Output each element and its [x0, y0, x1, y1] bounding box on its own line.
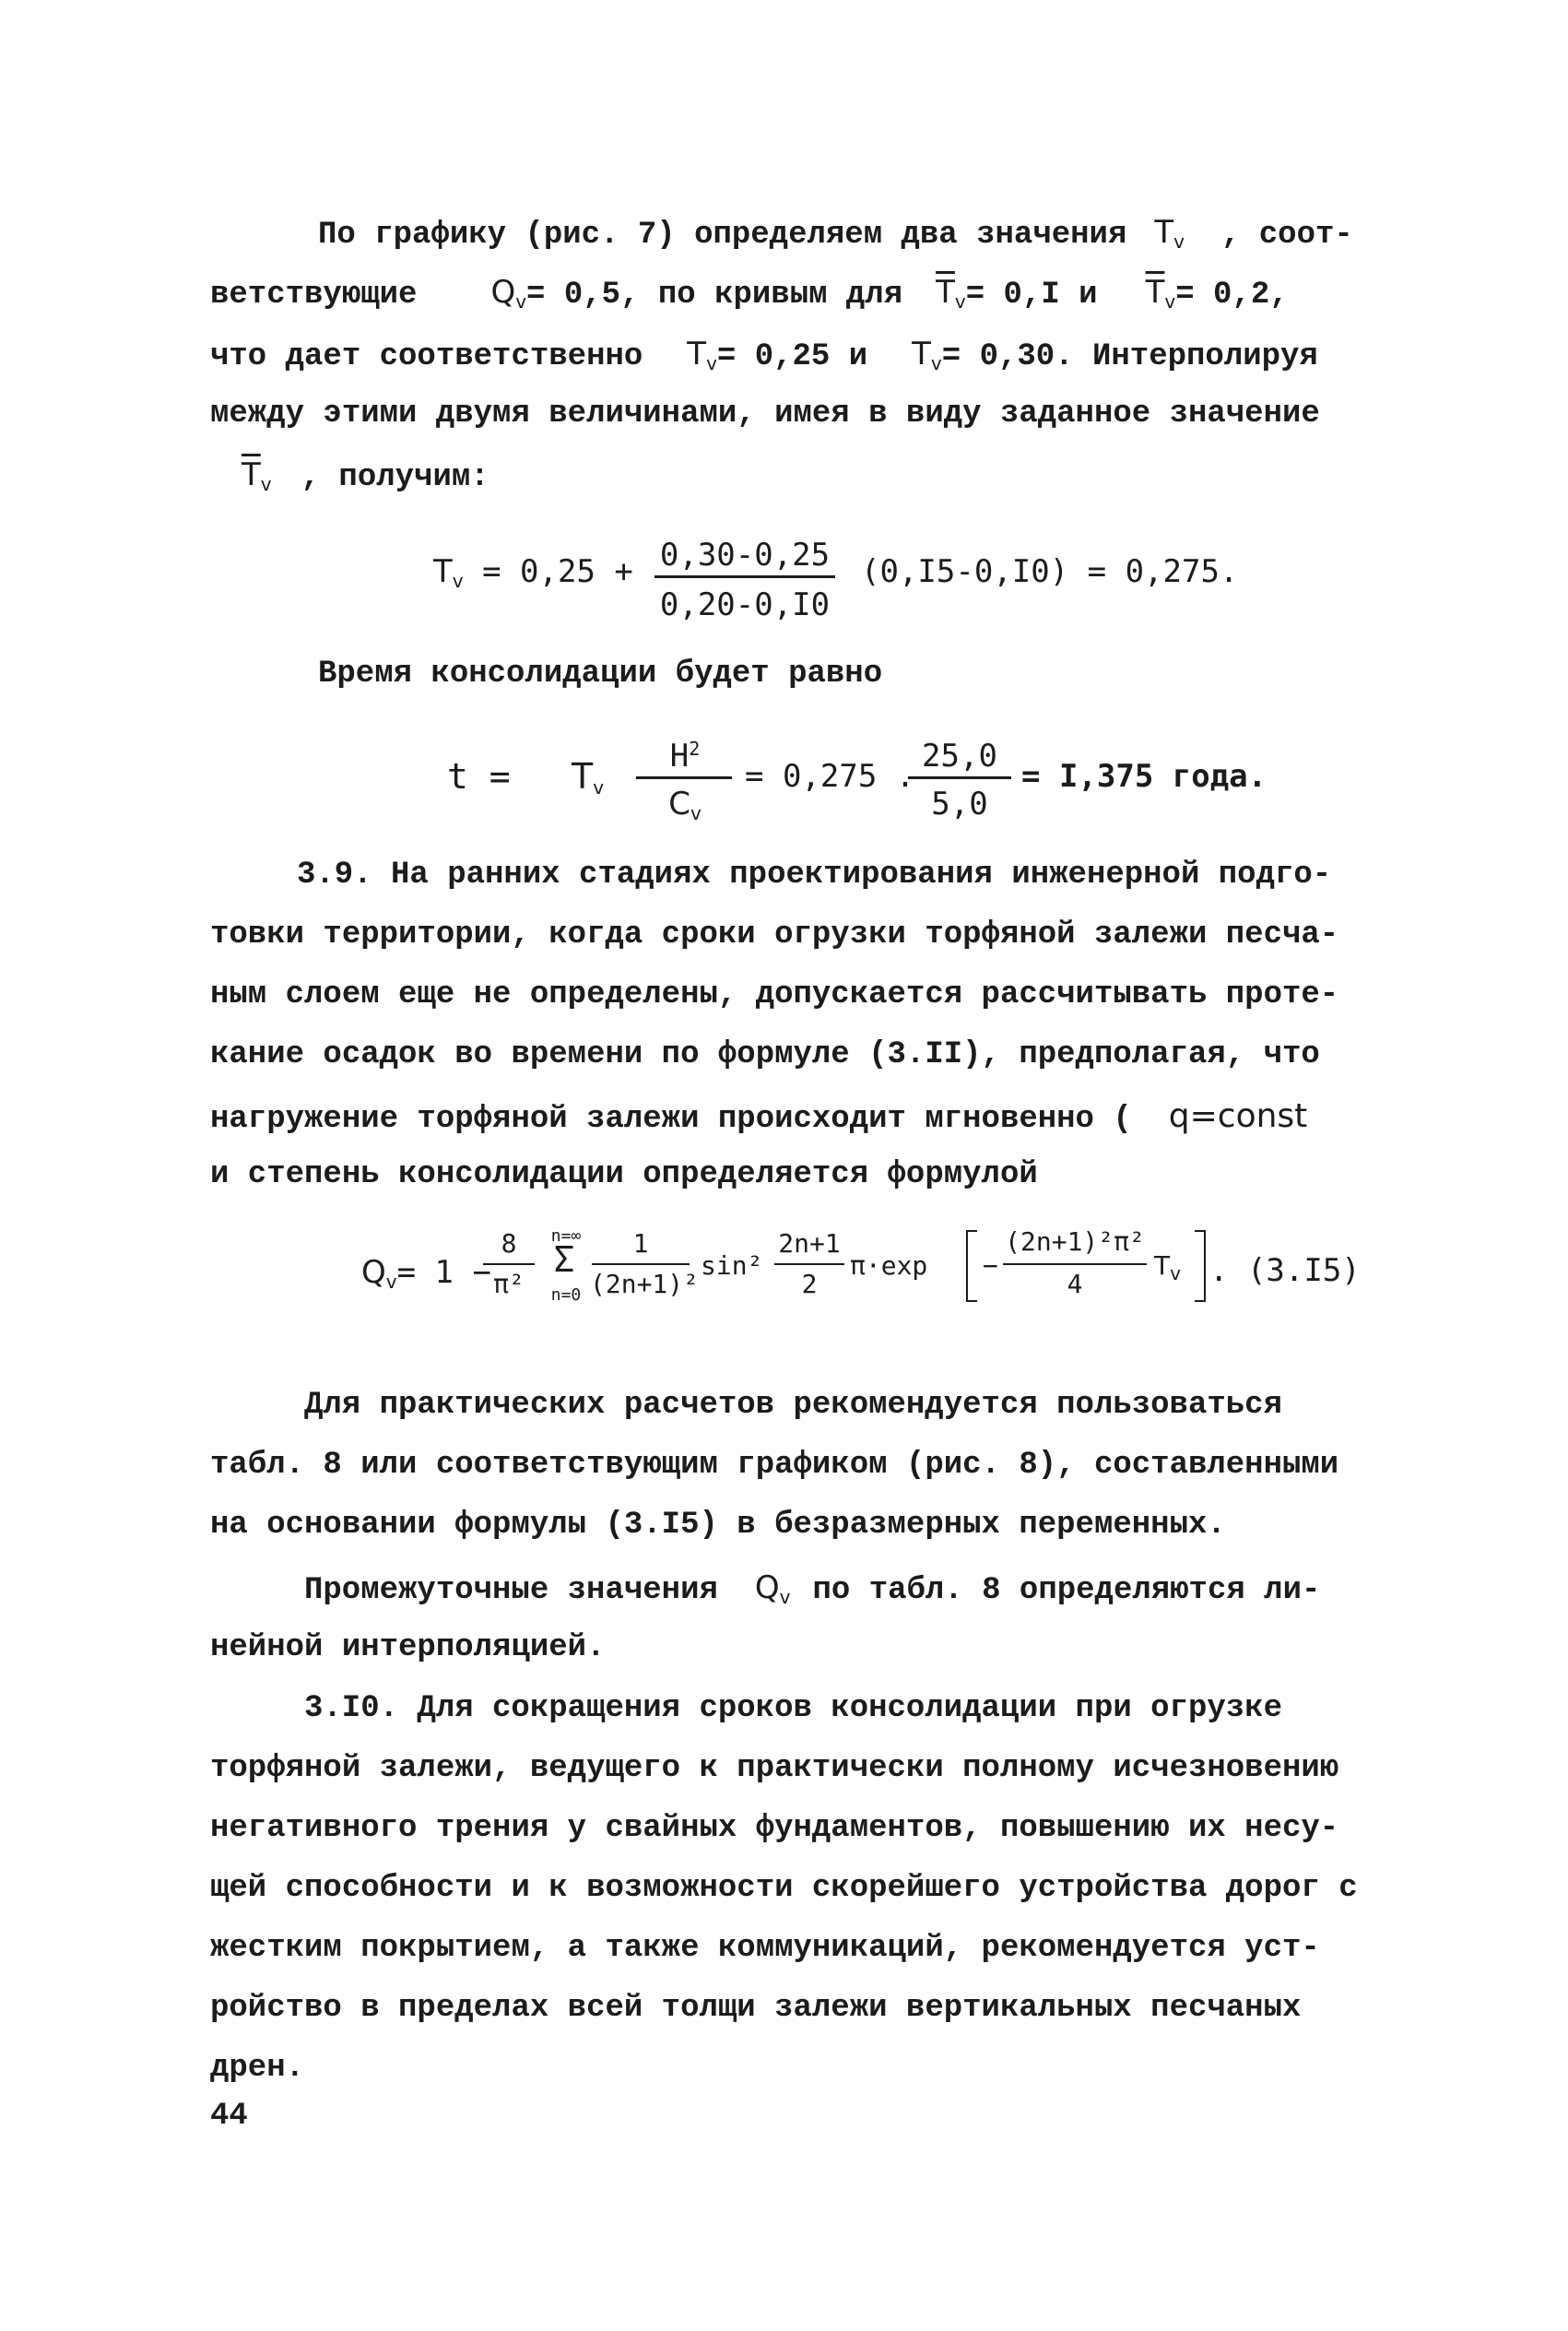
eq3-sum-sign: Σ [553, 1239, 575, 1280]
p6-line3: негативного трения у свайных фундаментов, повышению их несу- [210, 1811, 1339, 1846]
p3-line5: нагружение торфяной залежи происходит мгновенно ( q=const [210, 1097, 1308, 1137]
p1-line1: По графику (рис. 7) определяем два значения $T_v$ , соот- [318, 214, 1353, 253]
eq1-denominator: 0,20-0,I0 [659, 586, 831, 623]
eq3-f1-num: 8 [501, 1228, 517, 1259]
eq1-lhs: $T_v = 0,25$ + [433, 553, 633, 592]
p1-line4: между этими двумя величинами, имея в виду заданное значение [210, 396, 1320, 432]
eq2-t: t = [447, 756, 511, 797]
eq3-sum-bottom: n=0 [550, 1285, 582, 1305]
p6-line2: торфяной залежи, ведущего к практически полному исчезновению [210, 1751, 1339, 1786]
eq3-left-bracket [966, 1230, 977, 1302]
eq3-f1-bar [483, 1263, 535, 1265]
eq1-numerator: 0,30-0,25 [659, 537, 831, 574]
p6-line6: ройство в пределах всей толщи залежи вертикальных песчаных [210, 1991, 1302, 2026]
eq3-f4-den: 4 [1067, 1269, 1083, 1299]
eq2-mid: = 0,275 . [745, 758, 915, 795]
p6-line5: жестким покрытием, а также коммуникаций, рекомендуется уст- [210, 1931, 1320, 1966]
p3-line6: и степень консолидации определяется формулой [210, 1157, 1038, 1192]
eq2-end: = I,375 года. [1021, 758, 1267, 795]
p6-line7: дрен. [210, 2051, 305, 2086]
eq3-minus: − [983, 1250, 998, 1281]
eq3-f2-den: (2n+1)² [590, 1269, 700, 1299]
eq3-lhs: $Q_v= 1$ − [361, 1254, 491, 1293]
eq3-f4-bar [1003, 1263, 1147, 1265]
p2-line: Время консолидации будет равно [318, 657, 883, 692]
eq3-f3-den: 2 [801, 1269, 818, 1299]
eq3-f4-num: (2n+1)²π² [1005, 1226, 1145, 1257]
p4-line3: на основании формулы (3.I5) в безразмерных переменных. [210, 1508, 1226, 1543]
p4-line1: Для практических расчетов рекомендуется пользоваться [304, 1388, 1282, 1423]
eq3-f2-bar [592, 1263, 690, 1265]
p3-line3: ным слоем еще не определены, допускается рассчитывать проте- [210, 977, 1339, 1012]
eq3-sum-top: n=∞ [550, 1226, 582, 1246]
eq2-num1: $H^2$ [669, 738, 701, 775]
eq2-den1: $C_v$ [668, 786, 701, 824]
p1-line2: ветствующие $Q_v= 0,5$, по кривым для $\overline{T}_v= 0,I$ и $\overline{T}_v= 0,2$, [210, 274, 1289, 313]
eq1-rhs: (0,I5-0,I0) = 0,275. [861, 553, 1239, 590]
eq3-pi-exp: π·exp [850, 1250, 928, 1281]
eq3-Tv: $T_v$ [1154, 1250, 1181, 1284]
p5-line2: нейной интерполяцией. [210, 1630, 606, 1665]
p6-line4: щей способности и к возможности скорейшего устройства дорог с [210, 1871, 1358, 1906]
eq3-sin: sin² [701, 1250, 763, 1281]
eq3-right-bracket [1195, 1230, 1206, 1302]
p3-line2: товки территории, когда сроки огрузки торфяной залежи песча- [210, 917, 1339, 953]
eq3-f1-den: π² [493, 1269, 525, 1299]
eq2-bar1 [636, 776, 732, 779]
page-number: 44 [210, 2099, 248, 2134]
eq3-f3-bar [774, 1263, 844, 1265]
p5-line1: Промежуточные значения $Q_v$ по табл. 8 определяются ли- [304, 1569, 1321, 1608]
eq1-fraction-bar [654, 575, 835, 578]
p3-line4: кание осадок во времени по формуле (3.II), предполагая, что [210, 1037, 1320, 1072]
p1-line3: что дает соответственно $T_v= 0,25$ и $T_v= 0,30$. Интерполируя [210, 336, 1318, 374]
eq2-T: $T_v$ [572, 756, 605, 799]
eq3-f2-num: 1 [632, 1228, 649, 1259]
p1-line5: $\overline{T}_v$ , получим: [242, 456, 489, 495]
p6-line1: 3.I0. Для сокращения сроков консолидации при огрузке [304, 1691, 1282, 1726]
eq2-bar2 [908, 776, 1011, 779]
eq2-num2: 25,0 [922, 738, 997, 775]
p3-line1: 3.9. На ранних стадиях проектирования инженерной подго- [297, 858, 1332, 893]
eq3-label: . (3.I5) [1209, 1252, 1361, 1289]
p4-line2: табл. 8 или соответствующим графиком (рис. 8), составленными [210, 1448, 1339, 1483]
eq2-den2: 5,0 [931, 786, 988, 822]
eq3-f3-num: 2n+1 [778, 1228, 841, 1259]
